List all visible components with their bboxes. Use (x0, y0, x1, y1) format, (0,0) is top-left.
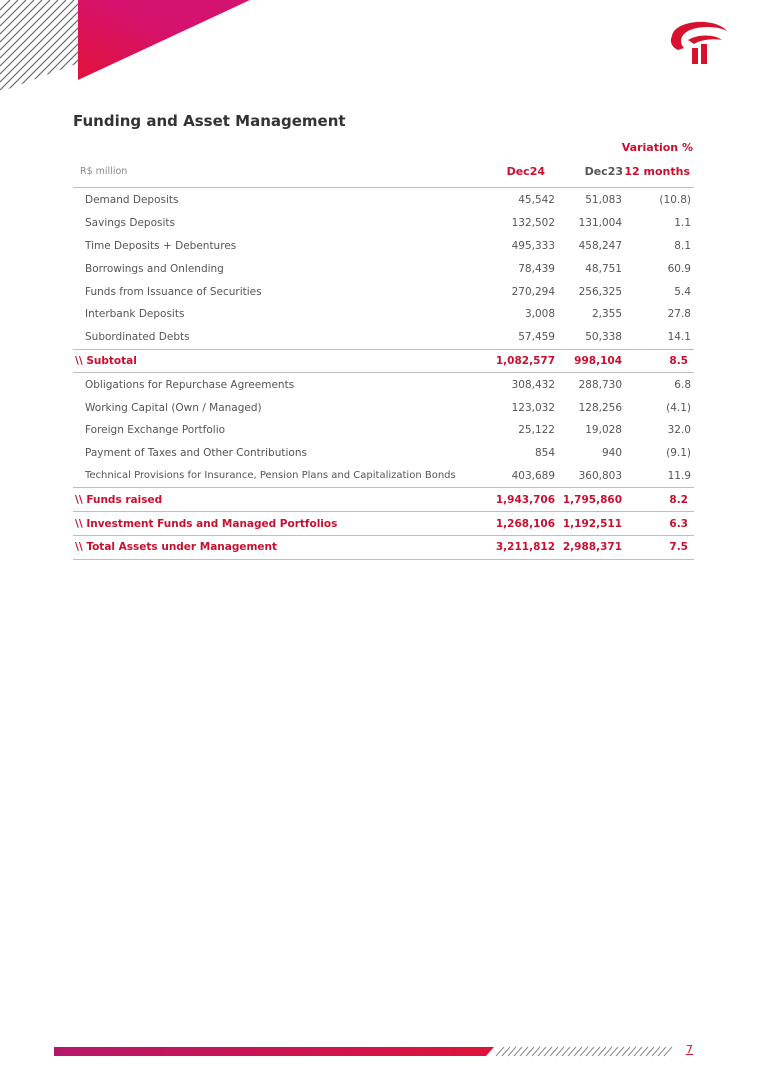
page-title: Funding and Asset Management (73, 112, 346, 130)
cell-dec23: 2,988,371 (555, 535, 622, 559)
cell-variation: 5.4 (674, 285, 691, 298)
cell-variation: 6.8 (674, 378, 691, 391)
row-label: \\ Total Assets under Management (73, 535, 483, 559)
cell-dec23: 131,004 (578, 217, 622, 230)
table-row (73, 419, 694, 442)
cell-dec23: 458,247 (578, 239, 622, 252)
column-header-dec23: Dec23 (584, 165, 623, 178)
unit-label: R$ million (80, 166, 128, 177)
table-row (73, 465, 694, 488)
cell-variation: 8.1 (674, 239, 691, 252)
cell-dec24: 854 (534, 447, 555, 460)
cell-variation: 8.5 (622, 349, 694, 373)
cell-variation: 27.8 (667, 308, 691, 321)
row-label: Working Capital (Own / Managed) (85, 401, 262, 414)
corner-decoration (0, 0, 260, 95)
table-row (73, 303, 694, 326)
table-row (73, 396, 694, 419)
cell-dec24: 57,459 (518, 331, 555, 344)
cell-dec24: 1,943,706 (483, 488, 555, 512)
cell-dec23: 1,795,860 (555, 488, 622, 512)
table-row (73, 442, 694, 465)
cell-variation: 32.0 (667, 424, 691, 437)
total-row-funds-raised (73, 488, 694, 512)
cell-variation: 6.3 (622, 512, 694, 536)
cell-dec24: 495,333 (511, 239, 555, 252)
funding-table (73, 189, 694, 560)
row-label: Interbank Deposits (85, 308, 185, 321)
table-row (73, 257, 694, 280)
cell-dec23: 940 (601, 447, 622, 460)
cell-dec24: 3,211,812 (483, 535, 555, 559)
table-row (73, 326, 694, 349)
cell-dec23: 50,338 (585, 331, 622, 344)
cell-variation: 60.9 (667, 262, 691, 275)
row-label: \\ Funds raised (73, 488, 483, 512)
row-label: \\ Subtotal (73, 349, 483, 373)
cell-dec24: 123,032 (511, 401, 555, 414)
cell-dec24: 25,122 (518, 424, 555, 437)
table-row (73, 373, 694, 396)
column-header-12-months: 12 months (624, 165, 690, 178)
row-label: Subordinated Debts (85, 331, 190, 344)
cell-dec24: 308,432 (511, 378, 555, 391)
column-header-dec24: Dec24 (506, 165, 545, 178)
cell-dec23: 998,104 (555, 349, 622, 373)
cell-dec23: 1,192,511 (555, 512, 622, 536)
cell-dec24: 270,294 (511, 285, 555, 298)
cell-variation: 14.1 (667, 331, 691, 344)
table-row (73, 189, 694, 212)
total-row-investment-funds (73, 512, 694, 536)
cell-dec23: 48,751 (585, 262, 622, 275)
header-divider (73, 187, 694, 188)
cell-dec23: 2,355 (591, 308, 622, 321)
row-label: Obligations for Repurchase Agreements (85, 378, 295, 391)
row-label: Funds from Issuance of Securities (85, 285, 262, 298)
variation-header: Variation % (621, 141, 693, 154)
cell-dec24: 45,542 (518, 194, 555, 207)
row-label: Foreign Exchange Portfolio (85, 424, 226, 437)
cell-variation: (10.8) (659, 194, 691, 207)
brand-logo (664, 14, 734, 66)
cell-variation: 8.2 (622, 488, 694, 512)
cell-dec23: 128,256 (578, 401, 622, 414)
cell-dec23: 360,803 (578, 469, 622, 482)
table-row (73, 212, 694, 235)
cell-variation: (4.1) (666, 401, 691, 414)
cell-dec23: 19,028 (585, 424, 622, 437)
cell-variation: 11.9 (667, 469, 691, 482)
table-row (73, 235, 694, 258)
cell-dec23: 288,730 (578, 378, 622, 391)
cell-dec24: 132,502 (511, 217, 555, 230)
cell-dec24: 1,268,106 (483, 512, 555, 536)
row-label: Borrowings and Onlending (85, 262, 224, 275)
row-label: Payment of Taxes and Other Contributions (85, 447, 307, 460)
footer-decoration (54, 1046, 679, 1058)
cell-dec24: 3,008 (524, 308, 555, 321)
cell-variation: 1.1 (674, 217, 691, 230)
row-label: Demand Deposits (85, 194, 179, 207)
cell-dec24: 403,689 (511, 469, 555, 482)
cell-dec24: 1,082,577 (483, 349, 555, 373)
subtotal-row (73, 349, 694, 373)
cell-dec23: 256,325 (578, 285, 622, 298)
row-label: Time Deposits + Debentures (85, 239, 237, 252)
cell-variation: 7.5 (622, 535, 694, 559)
row-label: \\ Investment Funds and Managed Portfolios (73, 512, 483, 536)
cell-variation: (9.1) (666, 447, 691, 460)
cell-dec23: 51,083 (585, 194, 622, 207)
row-label: Savings Deposits (85, 217, 175, 230)
total-row-assets-under-management (73, 535, 694, 559)
row-label: Technical Provisions for Insurance, Pension Plans and Capitalization Bonds (85, 470, 456, 482)
cell-dec24: 78,439 (518, 262, 555, 275)
table-row (73, 280, 694, 303)
page-number: 7 (686, 1043, 693, 1056)
